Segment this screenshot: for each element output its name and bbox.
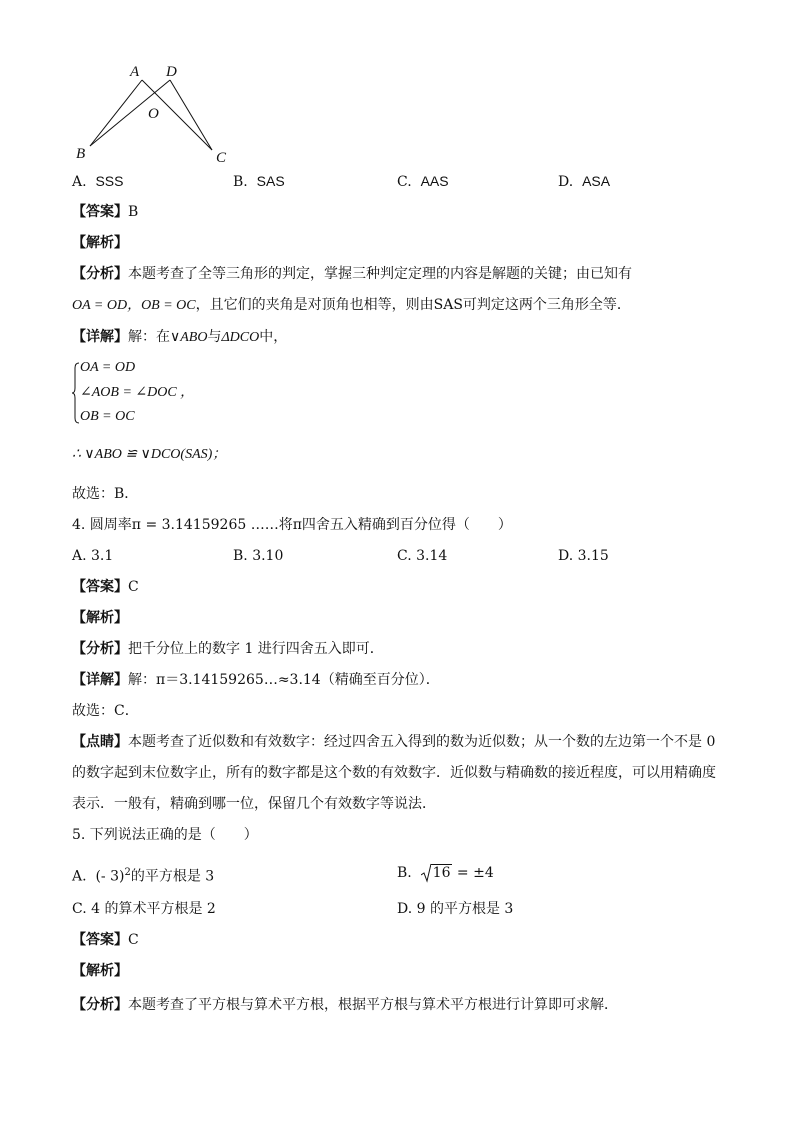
label-O: O [148, 106, 159, 122]
q3-xiangjie [72, 328, 287, 347]
option-letter: B. [397, 865, 412, 881]
answer-tag: 【答案】 [72, 932, 128, 948]
xiangjie-text: 与 [207, 329, 222, 345]
q3-conclusion: ∴ ∨ABO ≌ ∨DCO(SAS)； [72, 447, 227, 462]
dianjing-tag: 【点睛】 [72, 734, 128, 750]
q4-dianjing-line1 [72, 733, 715, 751]
option-letter: B. [233, 174, 248, 190]
q5-stem: 5. 下列说法正确的是（ ） [72, 827, 258, 843]
label-A: A [130, 64, 140, 80]
q4-stem: 4. 圆周率π = 3.14159265 ……将π四舍五入精确到百分位得（ ） [72, 517, 512, 533]
answer-value: B [128, 204, 139, 220]
q4-dianjing-line3: 表示．一般有，精确到哪一位，保留几个有效数字等说法． [72, 796, 436, 812]
q4-option-c: C. 3.14 [397, 548, 448, 564]
q4-fenxi [72, 640, 384, 658]
option-text: = ±4 [452, 865, 494, 881]
q3-option-a [72, 172, 123, 191]
answer-value: C [128, 932, 139, 948]
q3-answer [72, 203, 138, 221]
option-letter: A. [72, 174, 87, 190]
xiangjie-text: 解：π＝3.14159265…≈3.14（精确至百分位）． [128, 672, 440, 688]
q3-option-b [233, 172, 285, 191]
fenxi-tag: 【分析】 [72, 641, 128, 657]
system-eq-2: ∠AOB = ∠DOC ， [80, 385, 195, 400]
q3-option-c [397, 172, 449, 191]
option-text: SAS [256, 173, 285, 189]
fenxi-tag: 【分析】 [72, 266, 128, 282]
q5-option-d: D. 9 的平方根是 3 [397, 901, 514, 917]
q3-choose: 故选：B． [72, 486, 139, 502]
q5-option-a [72, 864, 214, 886]
answer-tag: 【答案】 [72, 579, 128, 595]
q3-fenxi-line2 [72, 296, 631, 315]
system-eq-1: OA = OD [80, 360, 136, 375]
q3-analysis-tag: 【解析】 [72, 235, 128, 251]
triangle-dco: ΔDCO [221, 330, 260, 345]
triangle-abo: ∨ABO [170, 330, 208, 345]
q3-option-d [558, 172, 610, 191]
q5-option-b [397, 864, 494, 882]
xiangjie-text: 解：在 [128, 329, 170, 345]
system-eq-3: OB = OC [80, 409, 135, 424]
label-B: B [76, 146, 86, 162]
q4-option-b: B. 3.10 [233, 548, 284, 564]
fenxi-tag: 【分析】 [72, 997, 128, 1013]
option-text: 的平方根是 3 [130, 868, 215, 885]
system-brace [72, 362, 80, 424]
option-letter: A. [72, 868, 87, 885]
sqrt-symbol [421, 864, 453, 882]
xiangjie-tag: 【详解】 [72, 329, 128, 345]
q4-answer [72, 578, 139, 596]
fenxi-text: 本题考查了全等三角形的判定，掌握三种判定定理的内容是解题的关键；由已知有 [128, 266, 632, 282]
q4-choose: 故选：C． [72, 703, 139, 719]
option-letter: D. [558, 174, 574, 190]
xiangjie-tag: 【详解】 [72, 672, 128, 688]
fenxi-text: 本题考查了平方根与算术平方根，根据平方根与算术平方根进行计算即可求解． [128, 997, 618, 1013]
label-D: D [166, 64, 177, 80]
option-text: AAS [420, 173, 449, 189]
fenxi-text: 把千分位上的数字 1 进行四舍五入即可． [128, 641, 384, 657]
xiangjie-text: 中， [259, 329, 288, 345]
segment-AB [90, 80, 142, 146]
answer-tag: 【答案】 [72, 204, 128, 220]
answer-value: C [128, 579, 139, 595]
dianjing-text: 本题考查了近似数和有效数字：经过四舍五入得到的数为近似数；从一个数的左边第一个不是 0 [128, 734, 716, 750]
sqrt-radicand: 16 [432, 865, 451, 881]
q5-analysis-tag: 【解析】 [72, 963, 128, 979]
q4-analysis-tag: 【解析】 [72, 610, 128, 626]
option-base: (- 3) [95, 868, 125, 885]
option-text: ASA [582, 173, 611, 189]
fenxi-text: ，且它们的夹角是对顶角也相等，则由SAS可判定这两个三角形全等． [195, 297, 631, 313]
triangle-figure [70, 58, 240, 170]
option-text: SSS [95, 173, 124, 189]
q5-fenxi [72, 996, 618, 1014]
q4-option-a: A. 3.1 [72, 548, 114, 564]
q5-option-c: C. 4 的算术平方根是 2 [72, 901, 216, 917]
option-exponent: 2 [124, 867, 131, 878]
q3-fenxi-line1 [72, 265, 632, 283]
q4-xiangjie [72, 671, 440, 689]
fenxi-math: OA = OD，OB = OC [72, 298, 196, 313]
q4-option-d: D. 3.15 [558, 548, 609, 564]
q5-answer [72, 931, 139, 949]
q4-dianjing-line2: 的数字起到末位数字止，所有的数字都是这个数的有效数字．近似数与精确数的接近程度，可以用精确度 [72, 765, 716, 781]
label-C: C [216, 150, 227, 166]
option-letter: C. [397, 174, 412, 190]
